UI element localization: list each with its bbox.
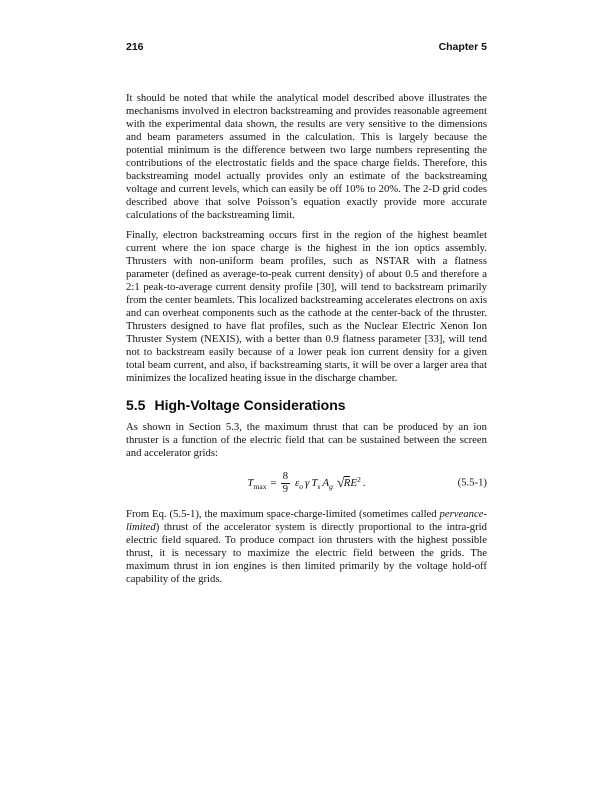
paragraph-max-thrust: As shown in Section 5.3, the maximum thrust that can be produced by an ion thruster is a function of the electric field that can be sustained between the screen and accelerator grids:: [126, 420, 487, 459]
page-body: [126, 92, 487, 586]
epsilon-subscript: o: [299, 481, 304, 491]
fraction-numerator: 8: [282, 470, 288, 482]
section-number: 5.5: [126, 396, 146, 413]
paragraph-backstreaming-model: It should be noted that while the analytical model described above illustrates the mechanisms involved in electron backstreaming and provides reasonable agreement with the experimental data shown, the results are very sensitive to the dimensions and beam parameters assumed in the calculation. This is largely because the potential minimum is the difference between two large numbers representing the contributions of the electrostatic fields and the space charge fields. Therefore, this backstreaming model actually provides only an estimate of the backstreaming voltage and current levels, which can easily be off 10% to 20%. The 2-D grid codes described above that solve Poisson’s equation exactly provide more accurate calculations of the backstreaming limit.: [126, 92, 487, 221]
fraction: [281, 471, 290, 496]
equation-period: .: [362, 476, 366, 489]
field-symbol: E: [350, 476, 358, 489]
radical-icon: √: [336, 475, 345, 491]
paragraph-perveance-tail: ) thrust of the accelerator system is directly proportional to the intra-grid electric field squared. To produce compact ion thrusters with the highest possible thrust, it is necessary to maximize the electric field between the grids. The maximum thrust in ion engines is then limited primarily by the voltage hold-off capability of the grids.: [126, 521, 487, 585]
paragraph-perveance: [126, 508, 487, 586]
thrust-subscript: max: [253, 481, 267, 491]
fraction-denominator: 9: [282, 483, 288, 495]
perveance-limited-italic: perveance-limited: [126, 508, 487, 533]
page-header: [126, 41, 487, 53]
equation-number: (5.5-1): [457, 476, 487, 489]
gamma-symbol: γ: [305, 476, 310, 489]
grid-area-symbol: A: [322, 476, 330, 489]
thrust-factor-subscript: s: [317, 481, 321, 491]
thrust-factor-symbol: T: [311, 476, 318, 489]
section-title: High-Voltage Considerations: [154, 396, 346, 413]
paragraph-perveance-lead: From Eq. (5.5-1), the maximum space-charge-limited (sometimes called: [126, 508, 440, 520]
epsilon-symbol: ε: [294, 476, 300, 489]
chapter-label: Chapter 5: [438, 41, 487, 53]
thrust-symbol: T: [247, 476, 254, 489]
page-number: 216: [126, 41, 144, 53]
equation-body: [247, 471, 365, 496]
equals-sign: =: [270, 476, 277, 489]
grid-area-subscript: g: [329, 481, 333, 491]
field-exponent: 2: [357, 474, 361, 484]
paragraph-beamlet-current: Finally, electron backstreaming occurs first in the region of the highest beamlet current where the ion space charge is the highest in the ion optics assembly. Thrusters with non-uniform beam profiles, such as NSTAR with a flatness parameter (defined as average-to-peak current density) of about 0.5 and therefore a 2:1 peak-to-average current density profile [30], will tend to backstream primarily from the center beamlets. This localized backstreaming accelerates electrons on axis and can overheat components such as the cathode at the center-back of the thruster. Thrusters designed to have flat profiles, such as the Nuclear Electric Xenon Ion Thruster System (NEXIS), with a better than 0.9 flatness parameter [33], will tend not to backstream easily because of a lower peak ion current density for a given total beam current, and also, if backstreaming starts, it will be over a larger area that minimizes the localized heating issue in the discharge chamber.: [126, 228, 487, 384]
section-heading: [126, 397, 487, 413]
radicand: R: [343, 477, 351, 490]
equation-5-5-1: [126, 466, 487, 500]
